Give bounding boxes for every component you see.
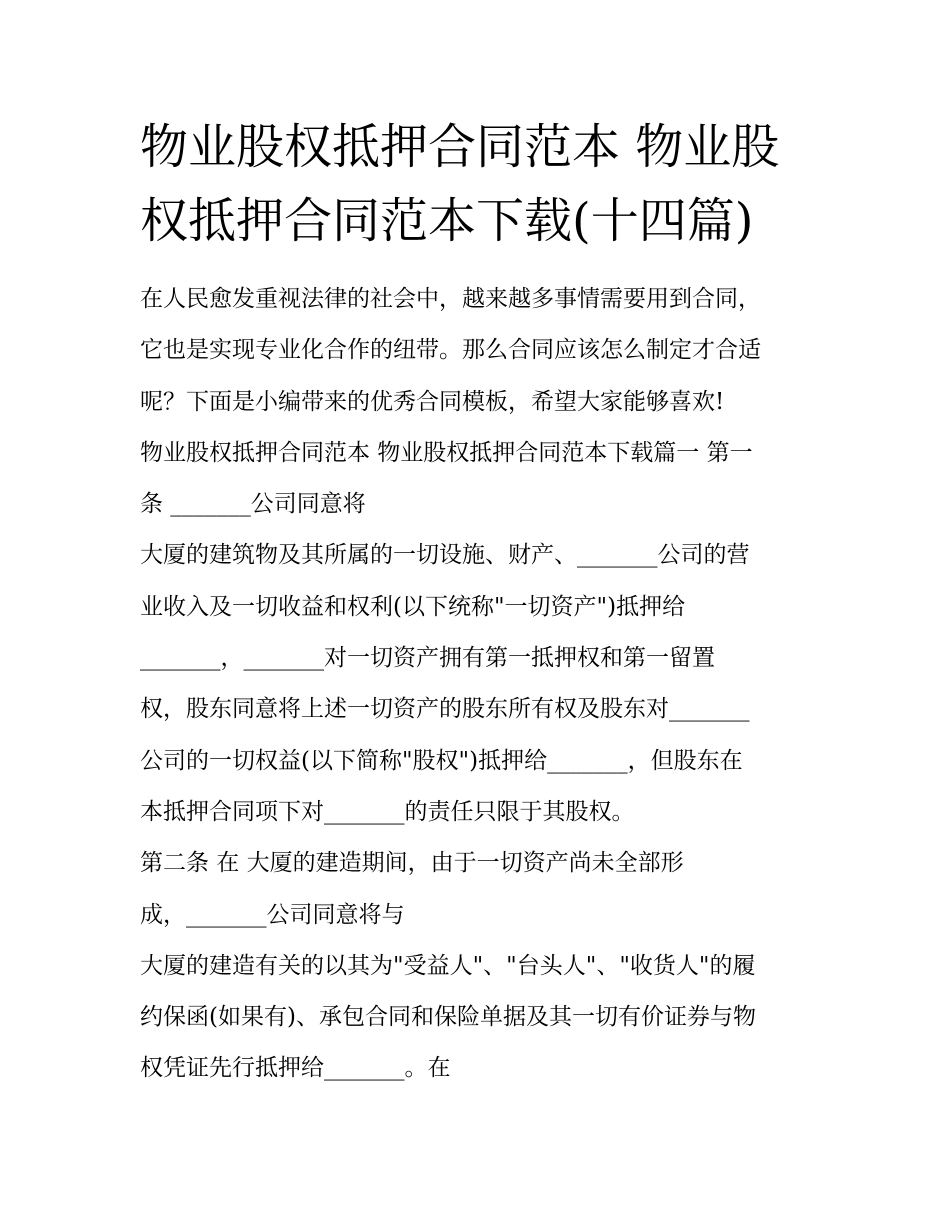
body-line: 公司的一切权益(以下简称"股权")抵押给_______，但股东在 [140, 747, 743, 774]
document-body [140, 274, 820, 1095]
body-line: 约保函(如果有)、承包合同和保险单据及其一切有价证券与物 [140, 1004, 756, 1031]
body-line: 大厦的建造有关的以其为"受益人"、"台头人"、"收货人"的履 [140, 952, 756, 979]
body-line: 业收入及一切收益和权利(以下统称"一切资产")抵押给 [140, 593, 686, 620]
body-line: 呢？下面是小编带来的优秀合同模板，希望大家能够喜欢! [140, 388, 725, 415]
body-line: 物业股权抵押合同范本 物业股权抵押合同范本下载篇一 第一 [140, 439, 753, 466]
title-line: 权抵押合同范本下载(十四篇) [140, 193, 754, 249]
title-line: 物业股权抵押合同范本 物业股 [140, 119, 780, 175]
body-line: 权，股东同意将上述一切资产的股东所有权及股东对_______ [140, 696, 750, 723]
body-line: _______，_______对一切资产拥有第一抵押权和第一留置 [140, 645, 715, 672]
body-line: 成，_______公司同意将与 [140, 901, 405, 928]
body-line: 大厦的建筑物及其所属的一切设施、财产、_______公司的营 [140, 542, 750, 569]
body-line: 本抵押合同项下对_______的责任只限于其股权。 [140, 798, 635, 825]
body-line: 权凭证先行抵押给_______。在 [140, 1055, 451, 1082]
page-title [140, 110, 820, 258]
body-line: 它也是实现专业化合作的纽带。那么合同应该怎么制定才合适 [140, 337, 761, 364]
body-line: 在人民愈发重视法律的社会中，越来越多事情需要用到合同， [140, 286, 761, 312]
body-line: 第二条 在 大厦的建造期间，由于一切资产尚未全部形 [140, 850, 684, 877]
body-line: 条 _______公司同意将 [140, 491, 366, 518]
